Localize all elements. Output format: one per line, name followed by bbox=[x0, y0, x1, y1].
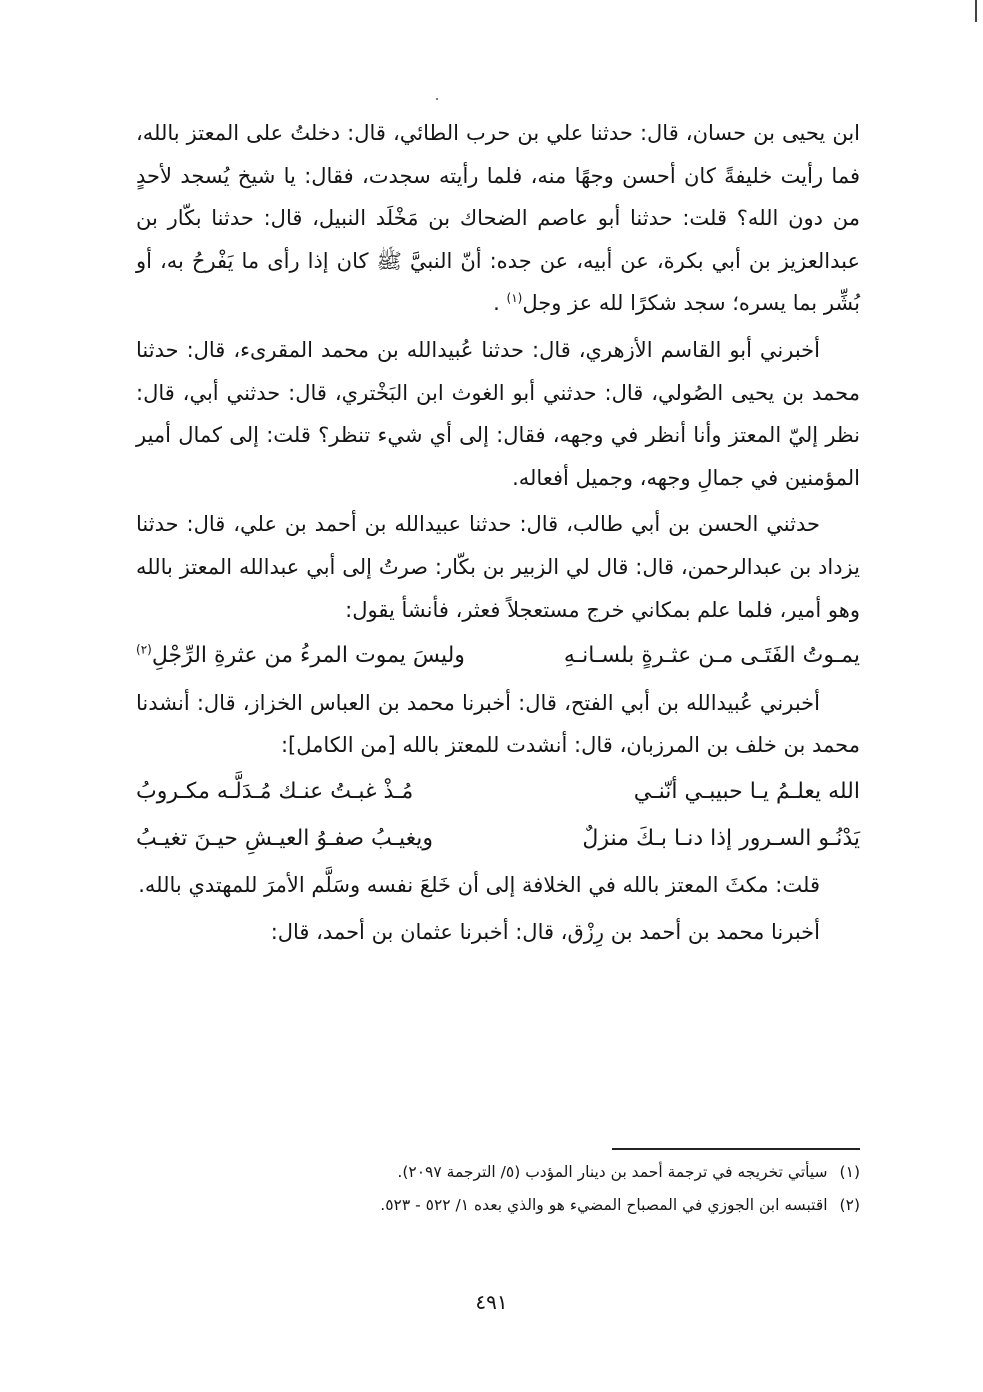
page-number: ٤٩١ bbox=[475, 1290, 508, 1314]
footnote-separator bbox=[612, 1148, 860, 1150]
paragraph-1 bbox=[136, 112, 860, 325]
footnote-2 bbox=[120, 1189, 860, 1222]
main-text bbox=[136, 112, 860, 957]
footnote-2-number: (٢) bbox=[839, 1196, 860, 1214]
footnote-1-number: (١) bbox=[839, 1163, 860, 1181]
verse-3-first-hemistich: يَدْنُـو السـرور إذا دنـا بـكَ منزلٌ bbox=[582, 825, 860, 851]
footnote-1 bbox=[120, 1156, 860, 1189]
verse-2-first-hemistich: الله يعلـمُ يـا حبيبـي أنّنـي bbox=[633, 778, 860, 804]
verse-1-first-hemistich: يمـوتُ الفَتَـى مـن عثـرةٍ بلسـانـهِ bbox=[563, 643, 860, 669]
verse-2-second-hemistich: مُـذْ غبـتُ عنـك مُـدَلَّـه مكـروبُ bbox=[136, 778, 414, 804]
paragraph-3: حدثني الحسن بن أبي طالب، قال: حدثنا عبيدالله بن أحمد بن علي، قال: حدثنا يزداد بن عبدالرحمن، قال: قال لي الزبير بن بكّار: صرتُ إلى أبي عبدالله المعتز بالله وهو أمير، فلما علم بمكاني خرج مستعجلاً فعثر، فأنشأ يقول: bbox=[136, 512, 860, 622]
paragraph-1-end: . bbox=[493, 291, 507, 316]
verse-3-second-hemistich: ويغيـبُ صفـوُ العيـشِ حيـنَ تغيـبُ bbox=[136, 825, 434, 851]
verse-1-second-hemistich bbox=[136, 635, 465, 678]
scan-speck bbox=[436, 98, 438, 100]
footnote-2-text: اقتبسه ابن الجوزي في المصباح المضيء هو والذي بعده ١/ ٥٢٢ - ٥٢٣. bbox=[380, 1196, 828, 1214]
footnote-1-text: سيأتي تخريجه في ترجمة أحمد بن دينار المؤدب (٥/ الترجمة ٢٠٩٧). bbox=[397, 1163, 828, 1181]
verse-line-3 bbox=[136, 818, 860, 861]
verse-1-second-text: وليسَ يموت المرءُ من عثرةِ الرِّجْلِ bbox=[151, 643, 465, 669]
footnote-ref-1[interactable]: (١) bbox=[506, 291, 523, 306]
footnote-ref-2[interactable]: (٢) bbox=[136, 642, 152, 657]
verse-line-1 bbox=[136, 635, 860, 678]
scan-edge-mark bbox=[975, 0, 977, 22]
paragraph-2: أخبرني أبو القاسم الأزهري، قال: حدثنا عُبيدالله بن محمد المقرىء، قال: حدثنا محمد بن يحيى الصُولي، قال: حدثني أبو الغوث ابن البَخْتري، قال: حدثني أبي، قال: نظر إليّ المعتز وأنا أنظر في وجهه، فقال: إلى أي شيء تنظر؟ قلت: إلى كمال أمير المؤمنين في جمالِ وجهه، وجميل أفعاله. bbox=[136, 337, 860, 490]
verse-line-2 bbox=[136, 771, 860, 814]
footnotes bbox=[120, 1156, 860, 1222]
paragraph-4: أخبرني عُبيدالله بن أبي الفتح، قال: أخبرنا محمد بن العباس الخزاز، قال: أنشدنا محمد بن خلف بن المرزبان، قال: أنشدت للمعتز بالله [من الكامل]: bbox=[136, 690, 860, 758]
paragraph-6: أخبرنا محمد بن أحمد بن رِزْق، قال: أخبرنا عثمان بن أحمد، قال: bbox=[270, 919, 820, 944]
paragraph-5: قلت: مكثَ المعتز بالله في الخلافة إلى أن خَلعَ نفسه وسَلَّم الأمرَ للمهتدي بالله. bbox=[138, 873, 820, 898]
paragraph-1-text: ابن يحيى بن حسان، قال: حدثنا علي بن حرب الطائي، قال: دخلتُ على المعتز بالله، فما رأيت خليفةً كان أحسن وجهًا منه، فلما رأيته سجدت، فقال: يا شيخ يُسجد لأحدٍ من دون الله؟ قلت: حدثنا أبو عاصم الضحاك بن مَخْلَد النبيل، قال: حدثنا بكّار بن عبدالعزيز بن أبي بكرة، عن أبيه، عن جده: أنّ النبيَّ ﷺ كان إذا رأى ما يَفْرحُ به، أو بُشِّر بما يسره؛ سجد شكرًا لله عز وجل bbox=[136, 121, 860, 316]
